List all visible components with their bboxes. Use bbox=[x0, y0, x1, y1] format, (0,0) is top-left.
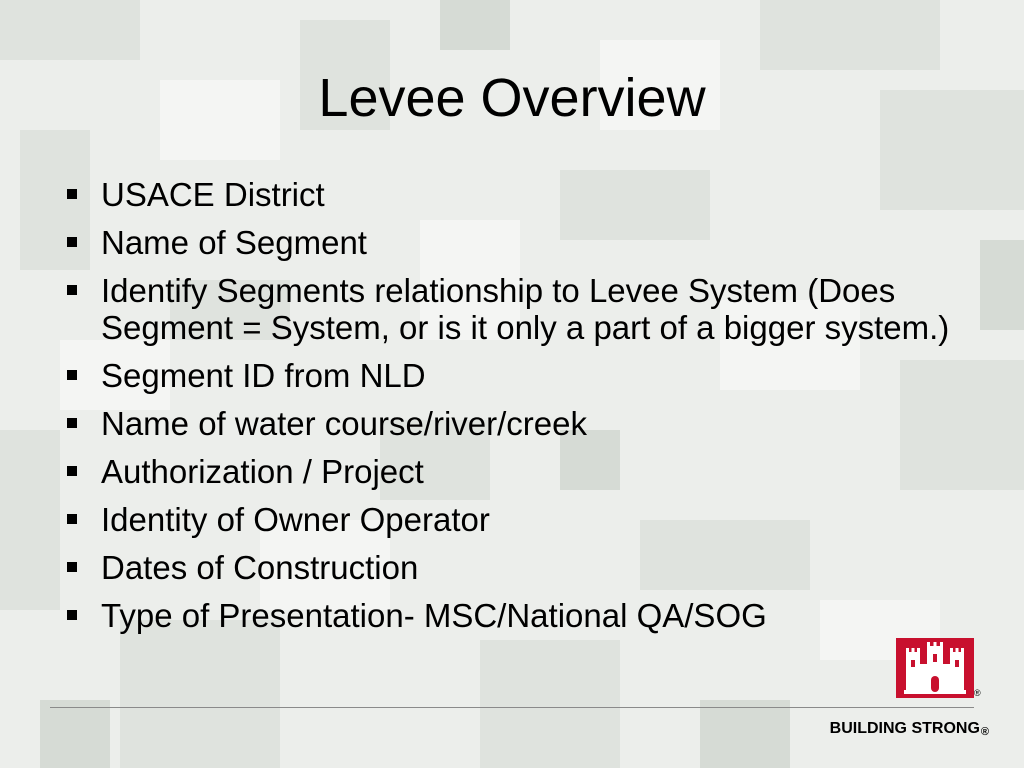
square-bullet-icon bbox=[67, 514, 77, 524]
bullet-text: Name of Segment bbox=[101, 224, 367, 261]
bullet-item bbox=[64, 597, 984, 634]
bullet-item bbox=[64, 272, 984, 346]
bullet-item bbox=[64, 176, 984, 213]
footer-divider bbox=[50, 707, 974, 708]
bullet-text: USACE District bbox=[101, 176, 325, 213]
bullet-item bbox=[64, 453, 984, 490]
square-bullet-icon bbox=[67, 370, 77, 380]
logo-registered-mark: ® bbox=[974, 688, 981, 698]
bullet-item bbox=[64, 549, 984, 586]
square-bullet-icon bbox=[67, 418, 77, 428]
square-bullet-icon bbox=[67, 237, 77, 247]
tagline-registered-mark: ® bbox=[980, 726, 989, 738]
bullet-list bbox=[64, 176, 984, 645]
square-bullet-icon bbox=[67, 466, 77, 476]
bullet-text: Identify Segments relationship to Levee System (Does Segment = System, or is it only a part of a bigger system.) bbox=[101, 272, 950, 346]
bullet-item bbox=[64, 501, 984, 538]
bullet-text: Authorization / Project bbox=[101, 453, 424, 490]
bullet-text: Segment ID from NLD bbox=[101, 357, 426, 394]
bullet-text: Type of Presentation- MSC/National QA/SOG bbox=[101, 597, 767, 634]
square-bullet-icon bbox=[67, 285, 77, 295]
tagline-text: BUILDING STRONG bbox=[829, 720, 980, 737]
footer-tagline bbox=[830, 720, 989, 738]
square-bullet-icon bbox=[67, 610, 77, 620]
slide-title: Levee Overview bbox=[318, 68, 706, 128]
bullet-item bbox=[64, 357, 984, 394]
castle-logo-icon bbox=[896, 638, 974, 698]
square-bullet-icon bbox=[67, 189, 77, 199]
square-bullet-icon bbox=[67, 562, 77, 572]
bullet-text: Dates of Construction bbox=[101, 549, 419, 586]
bullet-text: Identity of Owner Operator bbox=[101, 501, 490, 538]
bullet-item bbox=[64, 224, 984, 261]
bullet-item bbox=[64, 405, 984, 442]
bullet-text: Name of water course/river/creek bbox=[101, 405, 587, 442]
